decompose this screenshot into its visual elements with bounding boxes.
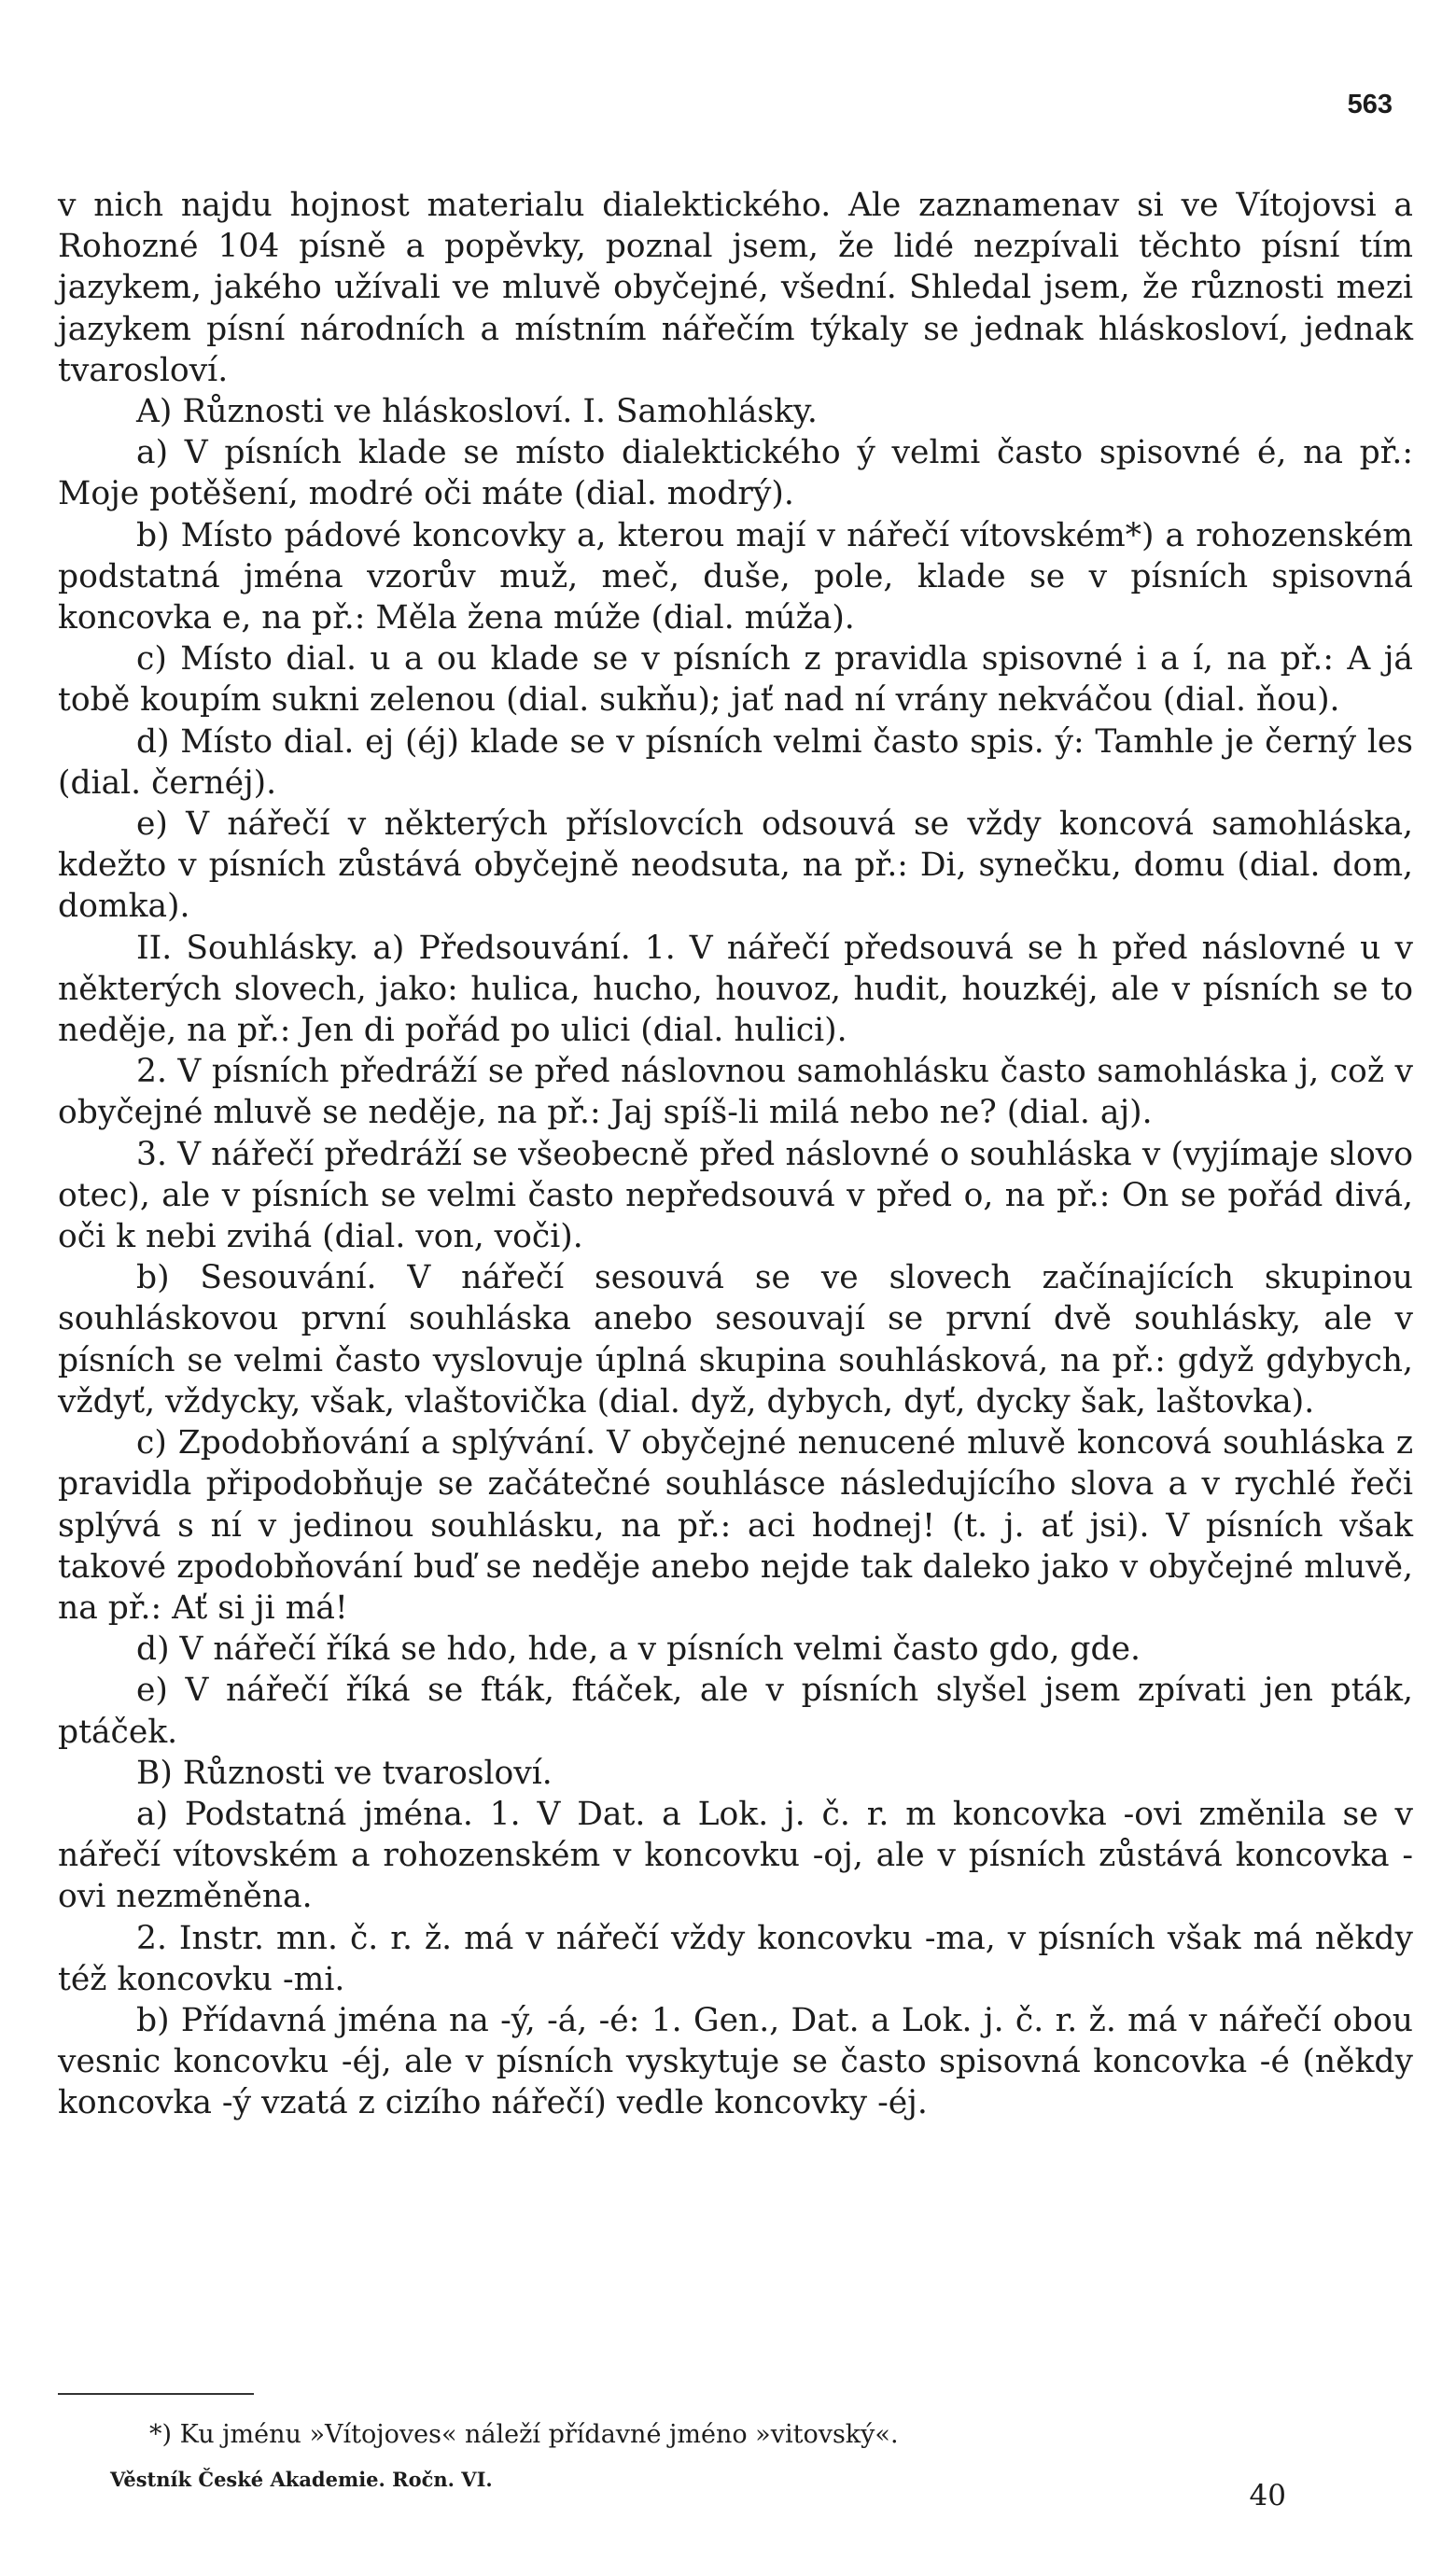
journal-footer: Věstník České Akademie. Ročn. VI. bbox=[110, 2468, 493, 2491]
paragraph-souhlasky-3: 3. V nářečí předráží se všeobecně před náslovné o souhláska v (vyjímaje slovo otec), ale v písních se velmi často nepředsouvá v před o, na př.: On se pořád divá, oči k nebi zvihá (dial. von, voči). bbox=[58, 1135, 1413, 1256]
footnote: *) Ku jménu »Vítojoves« náleží přídavné jméno »vitovský«. bbox=[149, 2420, 899, 2449]
signature-number: 40 bbox=[1249, 2479, 1286, 2512]
page-number: 563 bbox=[1347, 90, 1393, 119]
paragraph-sesouvani: b) Sesouvání. V nářečí sesouvá se ve slovech začínajících skupinou souhláskovou první souhláska anebo sesouvají se první dvě souhlásky, ale v písních se velmi často vyslovuje úplná skupina souhlásková, na př.: gdyž gdybych, vždyť, vždycky, však, vlaštovička (dial. dyž, dybych, dyť, dycky šak, laštovka). bbox=[58, 1259, 1413, 1420]
paragraph-a-b: b) Místo pádové koncovky a, kterou mají v nářečí vítovském*) a rohozenském podstatná jména vzorův muž, meč, duše, pole, klade se v písních spisovná koncovka e, na př.: Měla žena múže (dial. múža). bbox=[58, 516, 1413, 637]
paragraph-a-a: a) V písních klade se místo dialektického ý velmi často spisovné é, na př.: Moje potěšení, modré oči máte (dial. modrý). bbox=[58, 434, 1413, 513]
paragraph-podstatna-jmena: a) Podstatná jména. 1. V Dat. a Lok. j. č. r. m koncovka -ovi změnila se v nářečí vítovském a rohozenském v koncovku -oj, ale v písních zůstává koncovka -ovi nezměněna. bbox=[58, 1795, 1413, 1916]
paragraph-souhlasky-2: 2. V písních předráží se před náslovnou samohlásku často samohláska j, což v obyčejné mluvě se neděje, na př.: Jaj spíš-li milá nebo ne? (dial. aj). bbox=[58, 1053, 1413, 1132]
paragraph-ftak: e) V nářečí říká se fták, ftáček, ale v písních slyšel jsem zpívati jen pták, ptáček. bbox=[58, 1672, 1413, 1751]
paragraph-intro: v nich najdu hojnost materialu dialektického. Ale zaznamenav si ve Vítojovsi a Rohozné 104 písně a popěvky, poznal jsem, že lidé nezpívali těchto písní tím jazykem, jakého užívali ve mluvě obyčejné, všední. Shledal jsem, že různosti mezi jazykem písní národních a místním nářečím týkaly se jednak hláskosloví, jednak tvarosloví. bbox=[58, 187, 1413, 389]
footnote-divider bbox=[58, 2393, 254, 2395]
paragraph-souhlasky-1: II. Souhlásky. a) Předsouvání. 1. V nářečí předsouvá se h před náslovné u v některých slovech, jako: hulica, hucho, houvoz, hudit, houzkéj, ale v písních se to neděje, na př.: Jen di pořád po ulici (dial. hulici). bbox=[58, 929, 1413, 1050]
paragraph-a-e: e) V nářečí v některých příslovcích odsouvá se vždy koncová samohláska, kdežto v písních zůstává obyčejně neodsuta, na př.: Di, synečku, domu (dial. dom, domka). bbox=[58, 805, 1413, 926]
paragraph-pridavna-jmena: b) Přídavná jména na -ý, -á, -é: 1. Gen., Dat. a Lok. j. č. r. ž. má v nářečí obou vesnic koncovku -éj, ale v písních vyskytuje se často spisovná koncovka -é (někdy koncovka -ý vzatá z cizího nářečí) vedle koncovky -éj. bbox=[58, 2001, 1413, 2122]
paragraph-instr: 2. Instr. mn. č. r. ž. má v nářečí vždy koncovku -ma, v písních však má někdy též koncovku -mi. bbox=[58, 1919, 1413, 1998]
paragraph-zpodobnovani: c) Zpodobňování a splývání. V obyčejné nenucené mluvě koncová souhláska z pravidla připodobňuje se začátečné souhlásce následujícího slova a v rychlé řeči splývá s ní v jedinou souhlásku, na př.: aci hodnej! (t. j. ať jsi). V písních však takové zpodobňování buď se neděje anebo nejde tak daleko jako v obyčejné mluvě, na př.: Ať si ji má! bbox=[58, 1424, 1413, 1627]
section-heading-b: B) Různosti ve tvarosloví. bbox=[136, 1754, 553, 1792]
paragraph-a-d: d) Místo dial. ej (éj) klade se v písních velmi často spis. ý: Tamhle je černý les (dial. černéj). bbox=[58, 722, 1413, 802]
paragraph-hdo: d) V nářečí říká se hdo, hde, a v písních velmi často gdo, gde. bbox=[136, 1630, 1141, 1669]
paragraph-a-c: c) Místo dial. u a ou klade se v písních z pravidla spisovné i a í, na př.: A já tobě koupím sukni zelenou (dial. sukňu); jať nad ní vrány nekváčou (dial. ňou). bbox=[58, 640, 1413, 720]
body-text bbox=[58, 185, 1413, 2124]
section-heading-a: A) Různosti ve hláskosloví. I. Samohlásky. bbox=[136, 393, 818, 431]
